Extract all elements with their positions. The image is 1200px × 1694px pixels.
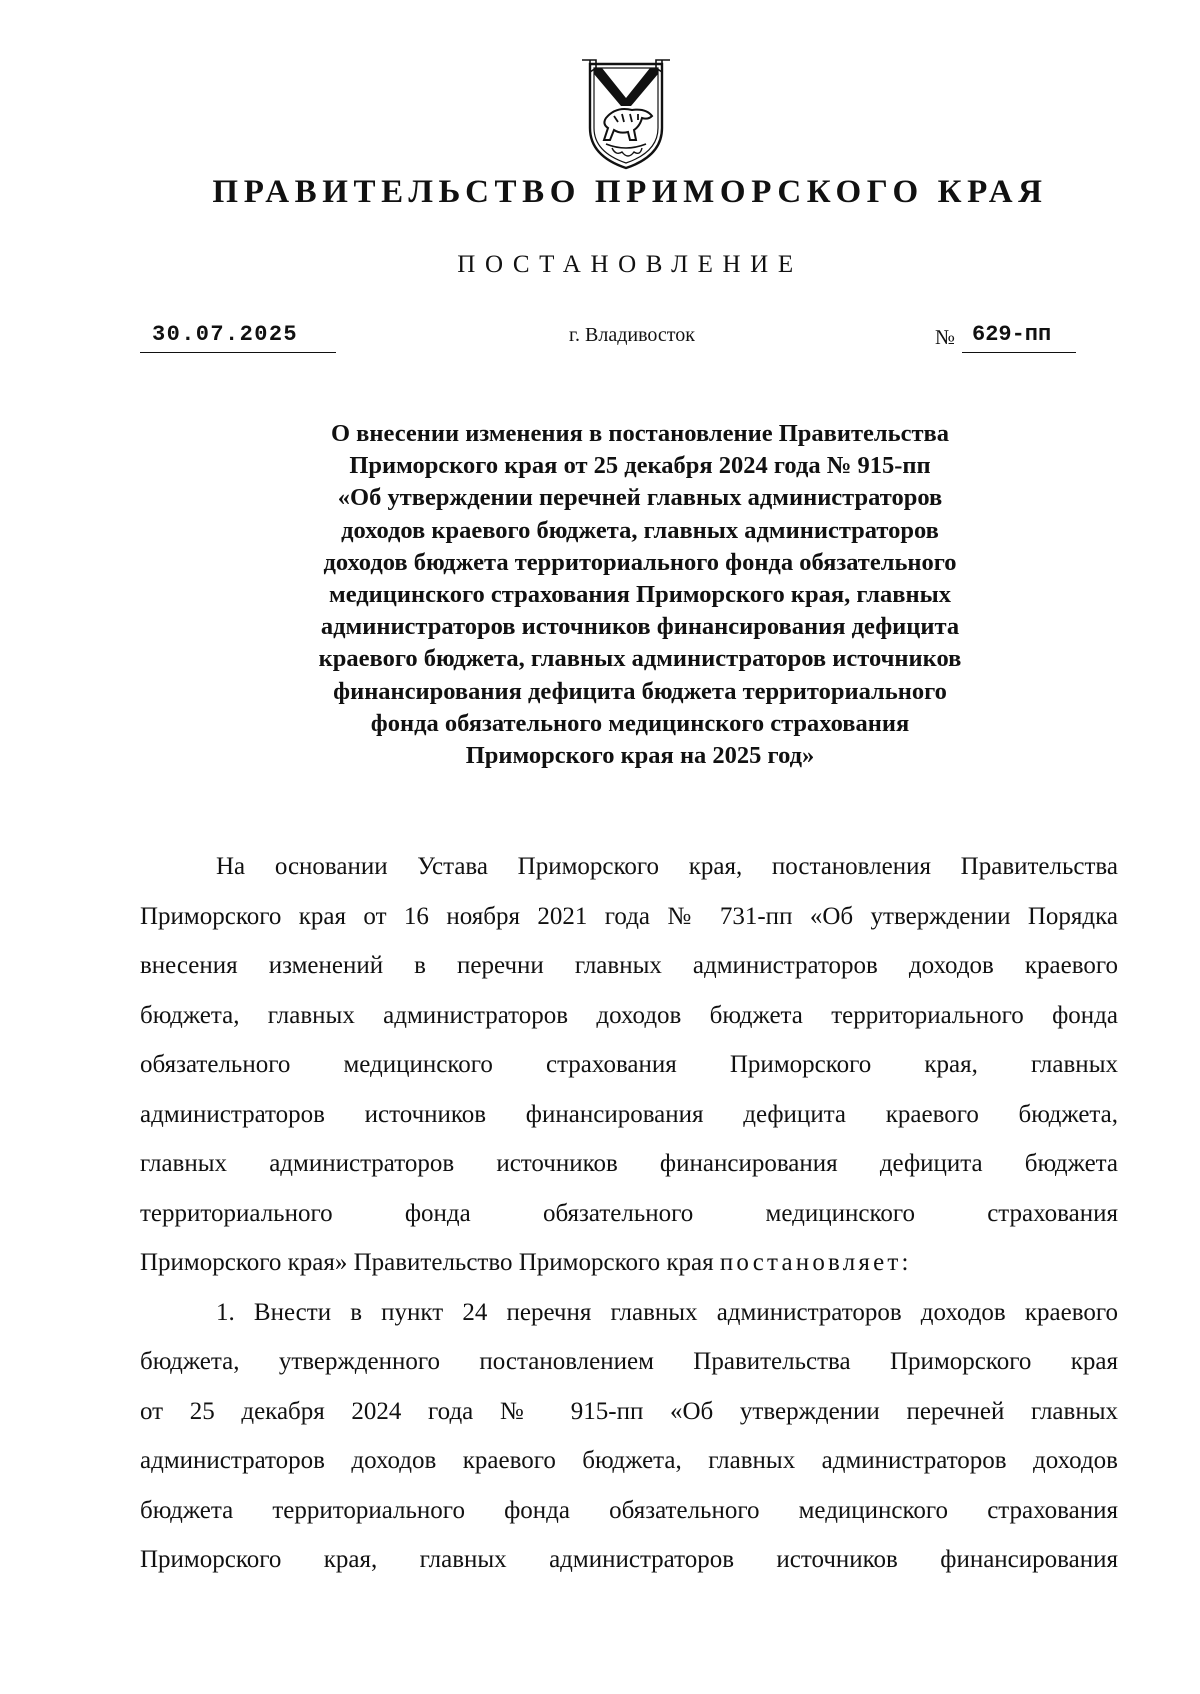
item-line: администраторов доходов краевого бюджета, главных администраторов доходов — [140, 1447, 1118, 1474]
document-type: ПОСТАНОВЛЕНИЕ — [457, 251, 803, 278]
subject-line: «Об утверждении перечней главных администраторов — [337, 484, 943, 512]
resolves-word: постановляет: — [719, 1249, 912, 1276]
subject-line: краевого бюджета, главных администраторов источников — [318, 645, 962, 673]
preamble-line: внесения изменений в перечни главных администраторов доходов краевого — [140, 952, 1118, 979]
document-subject — [150, 418, 1130, 772]
subject-line: администраторов источников финансирования дефицита — [320, 613, 960, 641]
subject-line: фонда обязательного медицинского страхования — [370, 709, 910, 737]
document-body — [140, 842, 1118, 1585]
number-field — [962, 322, 1076, 353]
subject-line: О внесении изменения в постановление Правительства — [331, 420, 949, 447]
item-line: Приморского края, главных администраторов источников финансирования — [140, 1546, 1118, 1573]
document-number: 629-пп — [972, 322, 1052, 347]
preamble-line: На основании Устава Приморского края, постановления Правительства — [216, 853, 1118, 880]
preamble-line: Приморского края от 16 ноября 2021 года № 731-пп «Об утверждении Порядка — [140, 902, 1118, 930]
item-line: 1. Внести в пункт 24 перечня главных администраторов доходов краевого — [216, 1298, 1118, 1326]
date-field — [140, 322, 336, 353]
primorsky-krai-coat-of-arms-icon — [576, 56, 676, 174]
item-line: бюджета, утвержденного постановлением Правительства Приморского края — [140, 1348, 1118, 1375]
number-label: № — [935, 325, 956, 349]
subject-line: доходов бюджета территориального фонда обязательного — [323, 548, 957, 576]
preamble-line: администраторов источников финансирования дефицита краевого бюджета, — [140, 1100, 1118, 1128]
preamble-line: главных администраторов источников финансирования дефицита бюджета — [140, 1150, 1118, 1177]
subject-line: доходов краевого бюджета, главных администраторов — [341, 516, 939, 544]
document-city: г. Владивосток — [569, 324, 695, 346]
subject-line: финансирования дефицита бюджета территориального — [333, 677, 947, 705]
subject-line: Приморского края на 2025 год» — [465, 742, 815, 770]
subject-line: медицинского страхования Приморского края, главных — [329, 581, 951, 609]
document-date: 30.07.2025 — [152, 322, 299, 347]
preamble-line: обязательного медицинского страхования Приморского края, главных — [140, 1051, 1118, 1078]
item-line: от 25 декабря 2024 года № 915-пп «Об утверждении перечней главных — [140, 1397, 1118, 1425]
subject-line: Приморского края от 25 декабря 2024 года № 915-пп — [349, 452, 931, 480]
preamble-line: бюджета, главных администраторов доходов бюджета территориального фонда — [140, 1001, 1118, 1029]
preamble-last-text: Приморского края» Правительство Приморского края — [140, 1249, 720, 1276]
item-line: бюджета территориального фонда обязательного медицинского страхования — [140, 1496, 1118, 1524]
preamble-line: территориального фонда обязательного медицинского страхования — [140, 1199, 1118, 1227]
preamble-last-line — [140, 1238, 1118, 1288]
organization-title: ПРАВИТЕЛЬСТВО ПРИМОРСКОГО КРАЯ — [212, 174, 1048, 210]
